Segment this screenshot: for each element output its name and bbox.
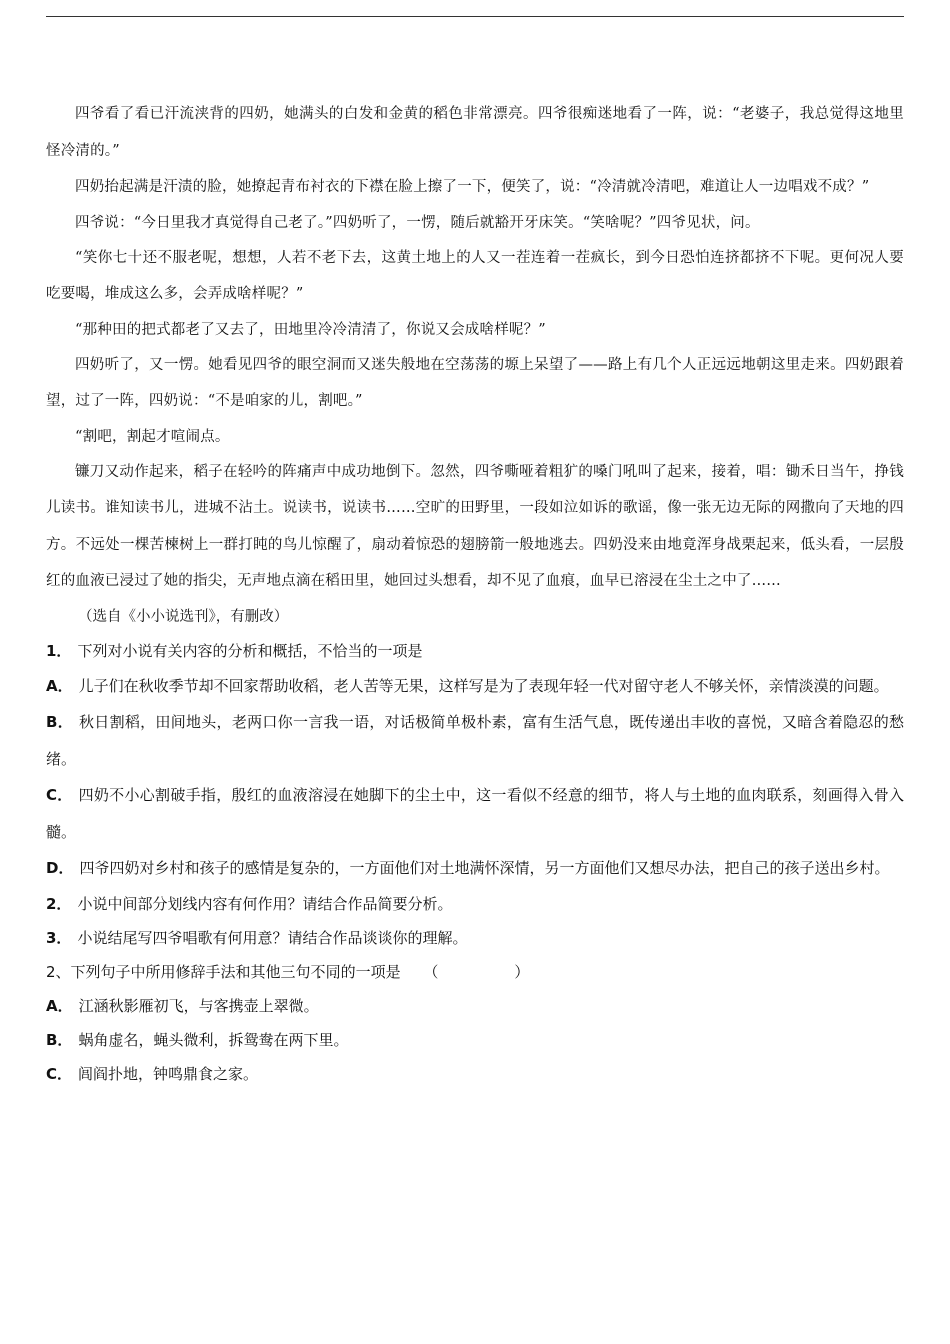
question-number: 3． [46, 928, 72, 947]
option-text: 四爷四奶对乡村和孩子的感情是复杂的，一方面他们对土地满怀深情，另一方面他们又想尽办法，把自己的孩子送出乡村。 [79, 859, 890, 877]
question-stem-suffix: 的一项是 [340, 962, 401, 981]
emphasis-char: 同 [325, 962, 341, 981]
option-text: 江涵秋影雁初飞，与客携壶上翠微。 [78, 996, 319, 1015]
question-number: 2． [46, 894, 72, 913]
question-2 [46, 887, 904, 921]
story-paragraph: 四爷说：“今日里我才真觉得自己老了。”四奶听了，一愣，随后就豁开牙床笑。“笑啥呢？”四爷见状，问。 [75, 214, 760, 231]
question-stem-prefix: 2、下列句子中所用修辞手法和其他三句 [46, 962, 311, 981]
question-3 [46, 921, 904, 955]
story-paragraph: “割吧，割起才喧闹点。 [75, 428, 230, 445]
option-label: C． [46, 786, 73, 804]
option-a [46, 989, 904, 1023]
option-text: 闾阎扑地，钟鸣鼎食之家。 [78, 1064, 259, 1083]
option-label: B． [46, 713, 73, 731]
document-body [46, 96, 904, 1091]
option-label: B． [46, 1030, 73, 1049]
question-stem: 下列对小说有关内容的分析和概括，不恰当的一项是 [77, 641, 423, 660]
answer-paren-close: ） [514, 962, 530, 981]
option-text: 四奶不小心割破手指，殷红的血液溶浸在她脚下的尘土中，这一看似不经意的细节，将人与土地的血肉联系，刻画得入骨入髓。 [46, 786, 904, 841]
story-paragraph: 四奶抬起满是汗渍的脸，她撩起青布衬衣的下襟在脸上擦了一下，便笑了，说：“冷清就冷清吧，难道让人一边唱戏不成？” [75, 179, 870, 195]
question-number: 1． [46, 641, 72, 660]
option-label: D． [46, 859, 74, 877]
story-paragraph: “那种田的把式都老了又去了，田地里冷冷清清了，你说又会成啥样呢？” [75, 321, 546, 338]
question-rhetoric [46, 955, 904, 989]
header-rule [46, 16, 904, 17]
story-paragraph: 镰刀又动作起来，稻子在轻吟的阵痛声中成功地倒下。忽然，四爷嘶哑着粗犷的嗓门吼叫了起来，接着，唱：锄禾日当午，挣钱儿读书。谁知读书儿，进城不沾土。说读书，说读书……空旷的田野里，一段如泣如诉的歌谣，像一张无边无际的网撒向了天地的四方。不远处一棵苦楝树上一群打盹的鸟儿惊醒了，扇动着惊恐的翅膀箭一般地逃去。四奶没来由地竟浑身战栗起来，低头看，一层殷红的血液已浸过了她的指尖，无声地点滴在稻田里，她回过头想看，却不见了血痕，血早已溶浸在尘土之中了…… [46, 463, 904, 589]
question-1 [46, 634, 904, 668]
story-paragraph: 四爷看了看已汗流浃背的四奶，她满头的白发和金黄的稻色非常漂亮。四爷很痴迷地看了一阵，说：“老婆子，我总觉得这地里怪冷清的。” [46, 106, 904, 159]
story-paragraph: “笑你七十还不服老呢，想想，人若不老下去，这黄土地上的人又一茬连着一茬疯长，到今日恐怕连挤都挤不下呢。更何况人要吃要喝，堆成这么多，会弄成啥样呢？” [46, 249, 904, 302]
story-paragraph: 四奶听了，又一愣。她看见四爷的眼空洞而又迷失般地在空荡荡的塬上呆望了——路上有几个人正远远地朝这里走来。四奶跟着望，过了一阵，四奶说：“不是咱家的儿，割吧。” [46, 356, 904, 409]
answer-paren-open: （ [423, 962, 439, 981]
option-label: A． [46, 676, 73, 695]
question-stem: 小说结尾写四爷唱歌有何用意？请结合作品谈谈你的理解。 [77, 928, 468, 947]
emphasis-char: 不 [310, 962, 326, 981]
option-c [46, 777, 904, 850]
option-d [46, 850, 904, 887]
option-text: 蜗角虚名，蝇头微利，拆鸳鸯在两下里。 [78, 1030, 349, 1049]
option-text: 儿子们在秋收季节却不回家帮助收稻，老人苦等无果，这样写是为了表现年轻一代对留守老人不够关怀，亲情淡漠的问题。 [78, 676, 889, 695]
option-c [46, 1057, 904, 1091]
option-label: A． [46, 996, 73, 1015]
source-note: （选自《小小说选刊》，有删改） [78, 608, 289, 625]
question-stem: 小说中间部分划线内容有何作用？请结合作品简要分析。 [77, 894, 453, 913]
option-a [46, 668, 904, 705]
option-b [46, 704, 904, 777]
option-label: C． [46, 1064, 73, 1083]
option-text: 秋日割稻，田间地头，老两口你一言我一语，对话极简单极朴素，富有生活气息，既传递出丰收的喜悦，又暗含着隐忍的愁绪。 [46, 713, 904, 768]
option-b [46, 1023, 904, 1057]
